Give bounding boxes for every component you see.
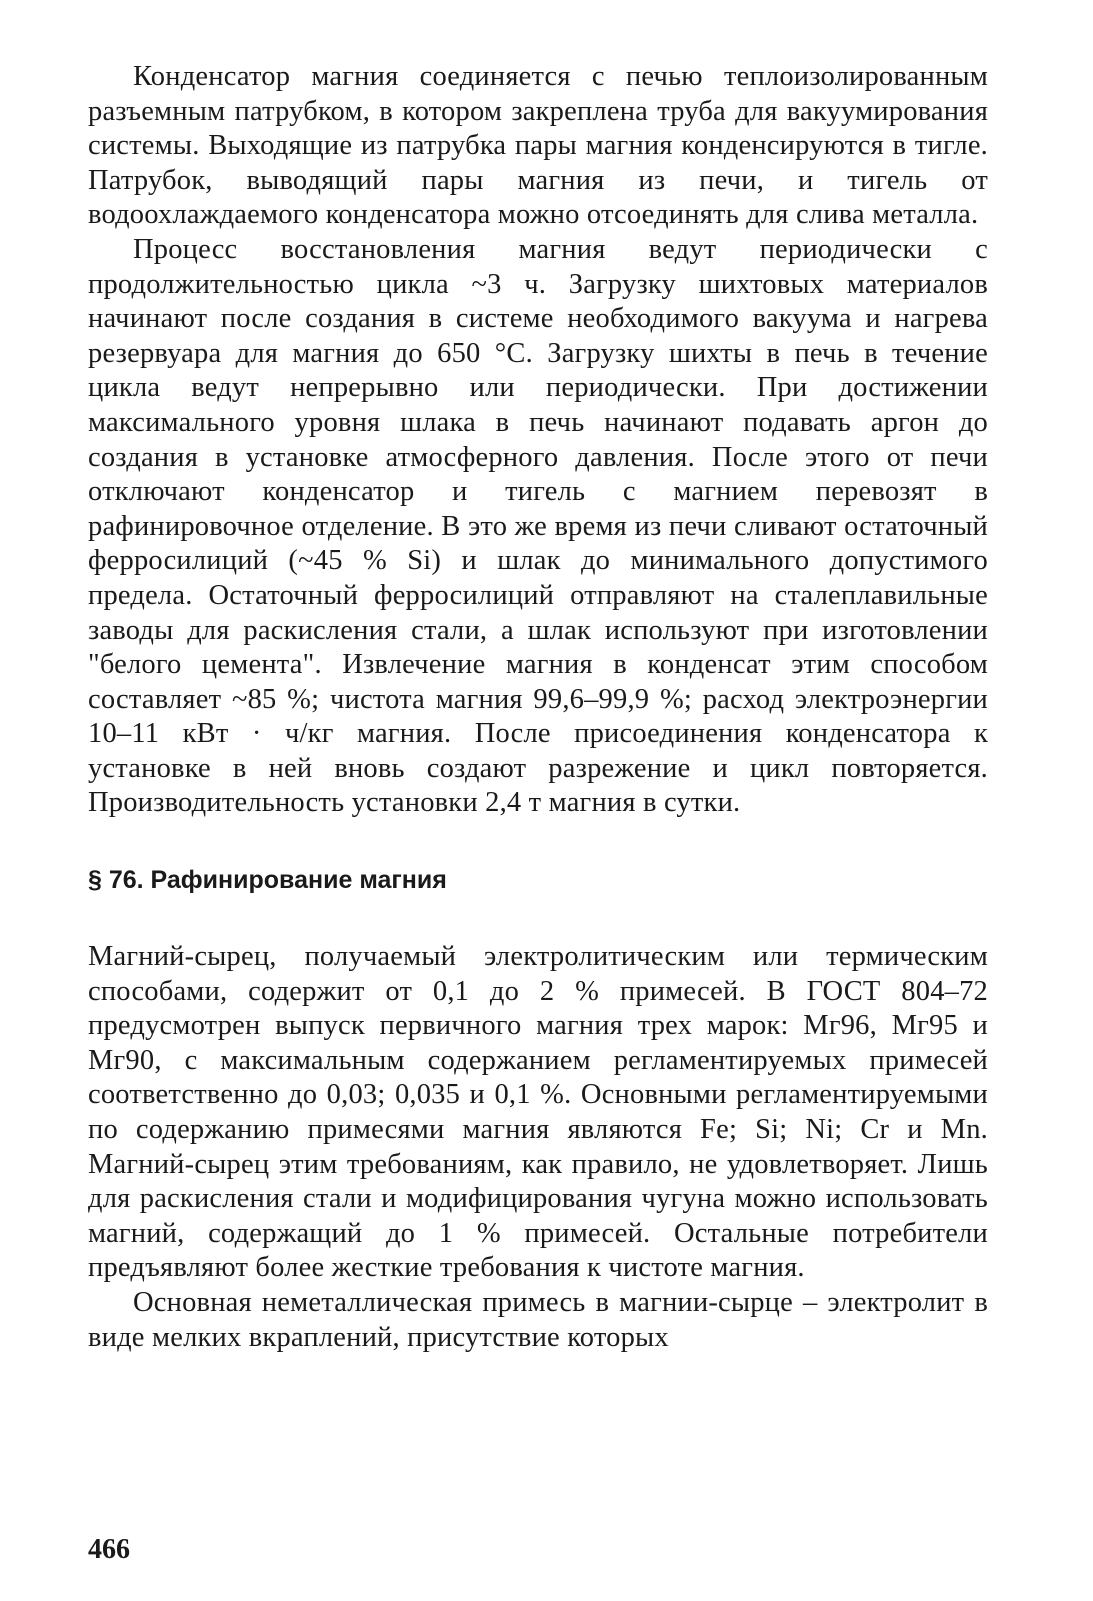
paragraph-raw-magnesium: Магний-сырец, получаемый электролитическим или термическим способами, содержит от 0,1 до 2 % примесей. В ГОСТ 804–72 предусмотрен выпуск первичного магния трех марок: Мг96, Мг95 и Мг90, с максимальным содержанием регламентируемых примесей соответственно до 0,03; 0,035 и 0,1 %. Основными регламентируемыми по содержанию примесями магния являются Fe; Si; Ni; Cr и Mn. Магний-сырец этим требованиям, как правило, не удовлетворяет. Лишь для раскисления стали и модифицирования чугуна можно использовать магний, содержащий до 1 % примесей. Остальные потребители предъявляют более жесткие требования к чистоте магния.: [88, 941, 988, 1284]
paragraph-reduction-process: Процесс восстановления магния ведут периодически с продолжительностью цикла ~3 ч. Загрузку шихтовых материалов начинают после создания в системе необходимого вакуума и нагрева резервуара для магния до 650 °С. Загрузку шихты в печь в течение цикла ведут непрерывно или периодически. При достижении максимального уровня шлака в печь начинают подавать аргон до создания в установке атмосферного давления. После этого от печи отключают конденсатор и тигель с магнием перевозят в рафинировочное отделение. В это же время из печи сливают остаточный ферросилиций (~45 % Si) и шлак до минимального допустимого предела. Остаточный ферросилиций отправляют на сталеплавильные заводы для раскисления стали, а шлак используют при изготовлении "белого цемента". Извлечение магния в конденсат этим способом составляет ~85 %; чистота магния 99,6–99,9 %; расход электроэнергии 10–11 кВт · ч/кг магния. После присоединения конденсатора к установке в ней вновь создают разрежение и цикл повторяется. Производительность установки 2,4 т магния в сутки.: [88, 233, 988, 819]
page-body: [88, 60, 988, 1355]
paragraph-condenser: Конденсатор магния соединяется с печью теплоизолированным разъемным патрубком, в котором закреплена труба для вакуумирования системы. Выходящие из патрубка пары магния конденсируются в тигле. Патрубок, выводящий пары магния из печи, и тигель от водоохлаждаемого конденсатора можно отсоединять для слива металла.: [88, 61, 988, 231]
section-heading: § 76. Рафинирование магния: [88, 866, 447, 895]
page-number: 466: [88, 1534, 130, 1565]
paragraph-nonmetallic-impurity: Основная неметаллическая примесь в магнии-сырце – электролит в виде мелких вкраплений, присутствие которых: [88, 1287, 988, 1353]
